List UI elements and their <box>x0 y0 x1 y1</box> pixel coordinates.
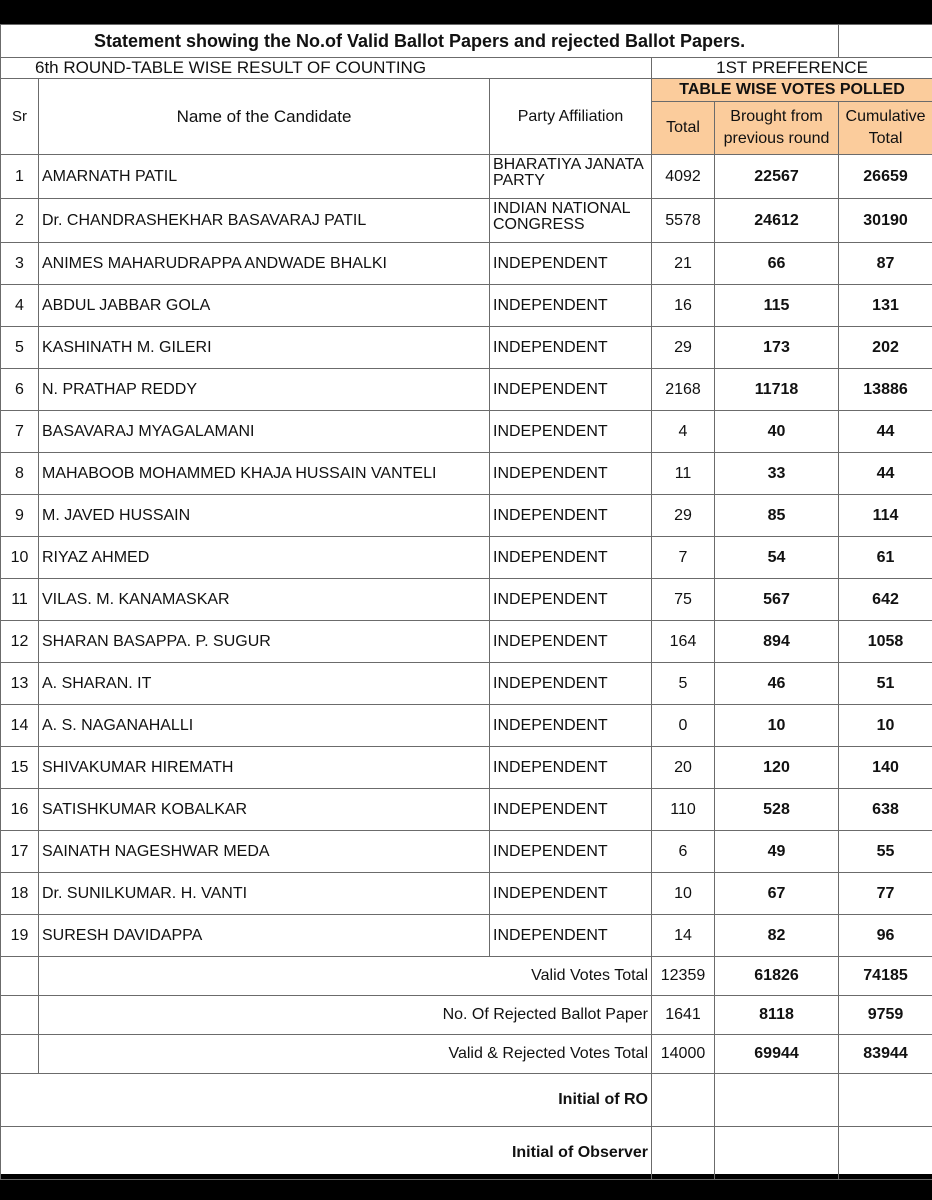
candidate-name-cell: SATISHKUMAR KOBALKAR <box>39 789 490 831</box>
cumulative-cell: 44 <box>839 453 932 495</box>
totals-row <box>1 996 932 1035</box>
table-row <box>1 579 932 621</box>
sr-cell: 16 <box>1 789 39 831</box>
brought-cell: 67 <box>715 873 839 915</box>
totals-label: Valid Votes Total <box>39 957 652 996</box>
brought-cell: 85 <box>715 495 839 537</box>
total-cell: 16 <box>652 285 715 327</box>
table-row <box>1 915 932 957</box>
table-row <box>1 243 932 285</box>
brought-cell: 24612 <box>715 199 839 243</box>
totals-cumulative-cell: 74185 <box>839 957 932 996</box>
table-row <box>1 831 932 873</box>
sr-cell: 10 <box>1 537 39 579</box>
candidate-name-cell: SAINATH NAGESHWAR MEDA <box>39 831 490 873</box>
cumulative-cell: 638 <box>839 789 932 831</box>
brought-cell: 10 <box>715 705 839 747</box>
table-row <box>1 285 932 327</box>
cumulative-cell: 642 <box>839 579 932 621</box>
total-cell: 20 <box>652 747 715 789</box>
brought-cell: 894 <box>715 621 839 663</box>
brought-cell: 49 <box>715 831 839 873</box>
totals-row <box>1 1035 932 1074</box>
total-cell: 14 <box>652 915 715 957</box>
brought-cell: 66 <box>715 243 839 285</box>
sr-cell: 6 <box>1 369 39 411</box>
cumulative-cell: 87 <box>839 243 932 285</box>
candidate-name-cell: Dr. CHANDRASHEKHAR BASAVARAJ PATIL <box>39 199 490 243</box>
ro-initial-label: Initial of RO <box>1 1074 652 1127</box>
candidate-name-cell: VILAS. M. KANAMASKAR <box>39 579 490 621</box>
party-cell: INDEPENDENT <box>490 915 652 957</box>
table-row <box>1 705 932 747</box>
total-cell: 0 <box>652 705 715 747</box>
party-cell: INDEPENDENT <box>490 789 652 831</box>
sr-cell: 5 <box>1 327 39 369</box>
sr-cell: 15 <box>1 747 39 789</box>
total-cell: 29 <box>652 327 715 369</box>
sr-cell: 13 <box>1 663 39 705</box>
brought-cell: 54 <box>715 537 839 579</box>
totals-rows <box>1 957 932 1074</box>
cumulative-cell: 1058 <box>839 621 932 663</box>
party-header: Party Affiliation <box>490 79 652 155</box>
table-row <box>1 155 932 199</box>
party-cell: INDEPENDENT <box>490 285 652 327</box>
totals-total-cell: 1641 <box>652 996 715 1035</box>
cumulative-cell: 30190 <box>839 199 932 243</box>
total-cell: 4092 <box>652 155 715 199</box>
total-cell: 6 <box>652 831 715 873</box>
party-cell: INDEPENDENT <box>490 537 652 579</box>
sr-cell: 4 <box>1 285 39 327</box>
observer-initial-cell <box>652 1127 715 1180</box>
brought-header: Brought from previous round <box>715 102 839 155</box>
sr-cell: 11 <box>1 579 39 621</box>
total-header: Total <box>652 102 715 155</box>
votes-polled-header: TABLE WISE VOTES POLLED <box>652 79 932 102</box>
table-row <box>1 199 932 243</box>
sr-cell: 2 <box>1 199 39 243</box>
candidate-rows <box>1 155 932 957</box>
sr-cell: 12 <box>1 621 39 663</box>
brought-cell: 115 <box>715 285 839 327</box>
sr-cell: 14 <box>1 705 39 747</box>
totals-total-cell: 14000 <box>652 1035 715 1074</box>
brought-cell: 528 <box>715 789 839 831</box>
sr-cell: 3 <box>1 243 39 285</box>
party-cell: INDEPENDENT <box>490 831 652 873</box>
party-cell: INDEPENDENT <box>490 369 652 411</box>
observer-initial-label: Initial of Observer <box>1 1127 652 1180</box>
sr-cell: 8 <box>1 453 39 495</box>
candidate-name-cell: MAHABOOB MOHAMMED KHAJA HUSSAIN VANTELI <box>39 453 490 495</box>
candidate-name-cell: SURESH DAVIDAPPA <box>39 915 490 957</box>
result-sheet <box>0 24 932 1174</box>
sr-cell: 7 <box>1 411 39 453</box>
party-cell: INDEPENDENT <box>490 411 652 453</box>
candidate-name-cell: SHARAN BASAPPA. P. SUGUR <box>39 621 490 663</box>
candidate-name-cell: RIYAZ AHMED <box>39 537 490 579</box>
candidate-name-cell: KASHINATH M. GILERI <box>39 327 490 369</box>
round-label: 6th ROUND-TABLE WISE RESULT OF COUNTING <box>1 58 652 79</box>
brought-cell: 11718 <box>715 369 839 411</box>
cumulative-cell: 55 <box>839 831 932 873</box>
party-cell: INDEPENDENT <box>490 327 652 369</box>
totals-label: No. Of Rejected Ballot Paper <box>39 996 652 1035</box>
table-row <box>1 873 932 915</box>
total-cell: 2168 <box>652 369 715 411</box>
sr-cell: 17 <box>1 831 39 873</box>
total-cell: 5578 <box>652 199 715 243</box>
candidate-name-cell: ANIMES MAHARUDRAPPA ANDWADE BHALKI <box>39 243 490 285</box>
total-cell: 5 <box>652 663 715 705</box>
brought-cell: 46 <box>715 663 839 705</box>
party-cell: BHARATIYA JANATA PARTY <box>490 155 652 199</box>
sr-cell: 18 <box>1 873 39 915</box>
brought-cell: 40 <box>715 411 839 453</box>
totals-cumulative-cell: 83944 <box>839 1035 932 1074</box>
total-cell: 10 <box>652 873 715 915</box>
total-cell: 29 <box>652 495 715 537</box>
totals-brought-cell: 8118 <box>715 996 839 1035</box>
name-header: Name of the Candidate <box>39 79 490 155</box>
table-row <box>1 495 932 537</box>
party-cell: INDEPENDENT <box>490 621 652 663</box>
totals-total-cell: 12359 <box>652 957 715 996</box>
party-cell: INDEPENDENT <box>490 579 652 621</box>
party-cell: INDEPENDENT <box>490 663 652 705</box>
totals-label: Valid & Rejected Votes Total <box>39 1035 652 1074</box>
party-cell: INDEPENDENT <box>490 243 652 285</box>
table-row <box>1 789 932 831</box>
candidate-name-cell: BASAVARAJ MYAGALAMANI <box>39 411 490 453</box>
party-cell: INDEPENDENT <box>490 705 652 747</box>
party-cell: INDIAN NATIONAL CONGRESS <box>490 199 652 243</box>
candidate-name-cell: AMARNATH PATIL <box>39 155 490 199</box>
cumulative-cell: 96 <box>839 915 932 957</box>
cumulative-cell: 61 <box>839 537 932 579</box>
preference-label: 1ST PREFERENCE <box>652 58 932 79</box>
result-table <box>0 24 932 1180</box>
total-cell: 164 <box>652 621 715 663</box>
cumulative-cell: 202 <box>839 327 932 369</box>
sr-cell: 9 <box>1 495 39 537</box>
total-cell: 21 <box>652 243 715 285</box>
table-row <box>1 453 932 495</box>
cumulative-cell: 131 <box>839 285 932 327</box>
table-row <box>1 747 932 789</box>
table-row <box>1 411 932 453</box>
candidate-name-cell: SHIVAKUMAR HIREMATH <box>39 747 490 789</box>
party-cell: INDEPENDENT <box>490 453 652 495</box>
brought-cell: 22567 <box>715 155 839 199</box>
cumulative-cell: 51 <box>839 663 932 705</box>
cumulative-cell: 44 <box>839 411 932 453</box>
totals-cumulative-cell: 9759 <box>839 996 932 1035</box>
total-cell: 75 <box>652 579 715 621</box>
sr-header: Sr <box>1 79 39 155</box>
totals-row <box>1 957 932 996</box>
table-row <box>1 327 932 369</box>
statement-title: Statement showing the No.of Valid Ballot Papers and rejected Ballot Papers. <box>1 25 839 58</box>
table-row <box>1 621 932 663</box>
table-row <box>1 369 932 411</box>
brought-cell: 33 <box>715 453 839 495</box>
candidate-name-cell: A. S. NAGANAHALLI <box>39 705 490 747</box>
party-cell: INDEPENDENT <box>490 873 652 915</box>
cumulative-cell: 26659 <box>839 155 932 199</box>
cumulative-cell: 140 <box>839 747 932 789</box>
totals-brought-cell: 61826 <box>715 957 839 996</box>
table-row <box>1 663 932 705</box>
sr-cell: 1 <box>1 155 39 199</box>
total-cell: 7 <box>652 537 715 579</box>
total-cell: 4 <box>652 411 715 453</box>
brought-cell: 173 <box>715 327 839 369</box>
party-cell: INDEPENDENT <box>490 747 652 789</box>
candidate-name-cell: Dr. SUNILKUMAR. H. VANTI <box>39 873 490 915</box>
candidate-name-cell: A. SHARAN. IT <box>39 663 490 705</box>
total-cell: 11 <box>652 453 715 495</box>
totals-brought-cell: 69944 <box>715 1035 839 1074</box>
ro-initial-cell <box>652 1074 715 1127</box>
total-cell: 110 <box>652 789 715 831</box>
cumulative-cell: 10 <box>839 705 932 747</box>
candidate-name-cell: ABDUL JABBAR GOLA <box>39 285 490 327</box>
candidate-name-cell: N. PRATHAP REDDY <box>39 369 490 411</box>
brought-cell: 567 <box>715 579 839 621</box>
cumulative-cell: 13886 <box>839 369 932 411</box>
table-row <box>1 537 932 579</box>
brought-cell: 120 <box>715 747 839 789</box>
cumulative-cell: 114 <box>839 495 932 537</box>
cumulative-cell: 77 <box>839 873 932 915</box>
sr-cell: 19 <box>1 915 39 957</box>
candidate-name-cell: M. JAVED HUSSAIN <box>39 495 490 537</box>
brought-cell: 82 <box>715 915 839 957</box>
party-cell: INDEPENDENT <box>490 495 652 537</box>
cumulative-header: Cumulative Total <box>839 102 932 155</box>
